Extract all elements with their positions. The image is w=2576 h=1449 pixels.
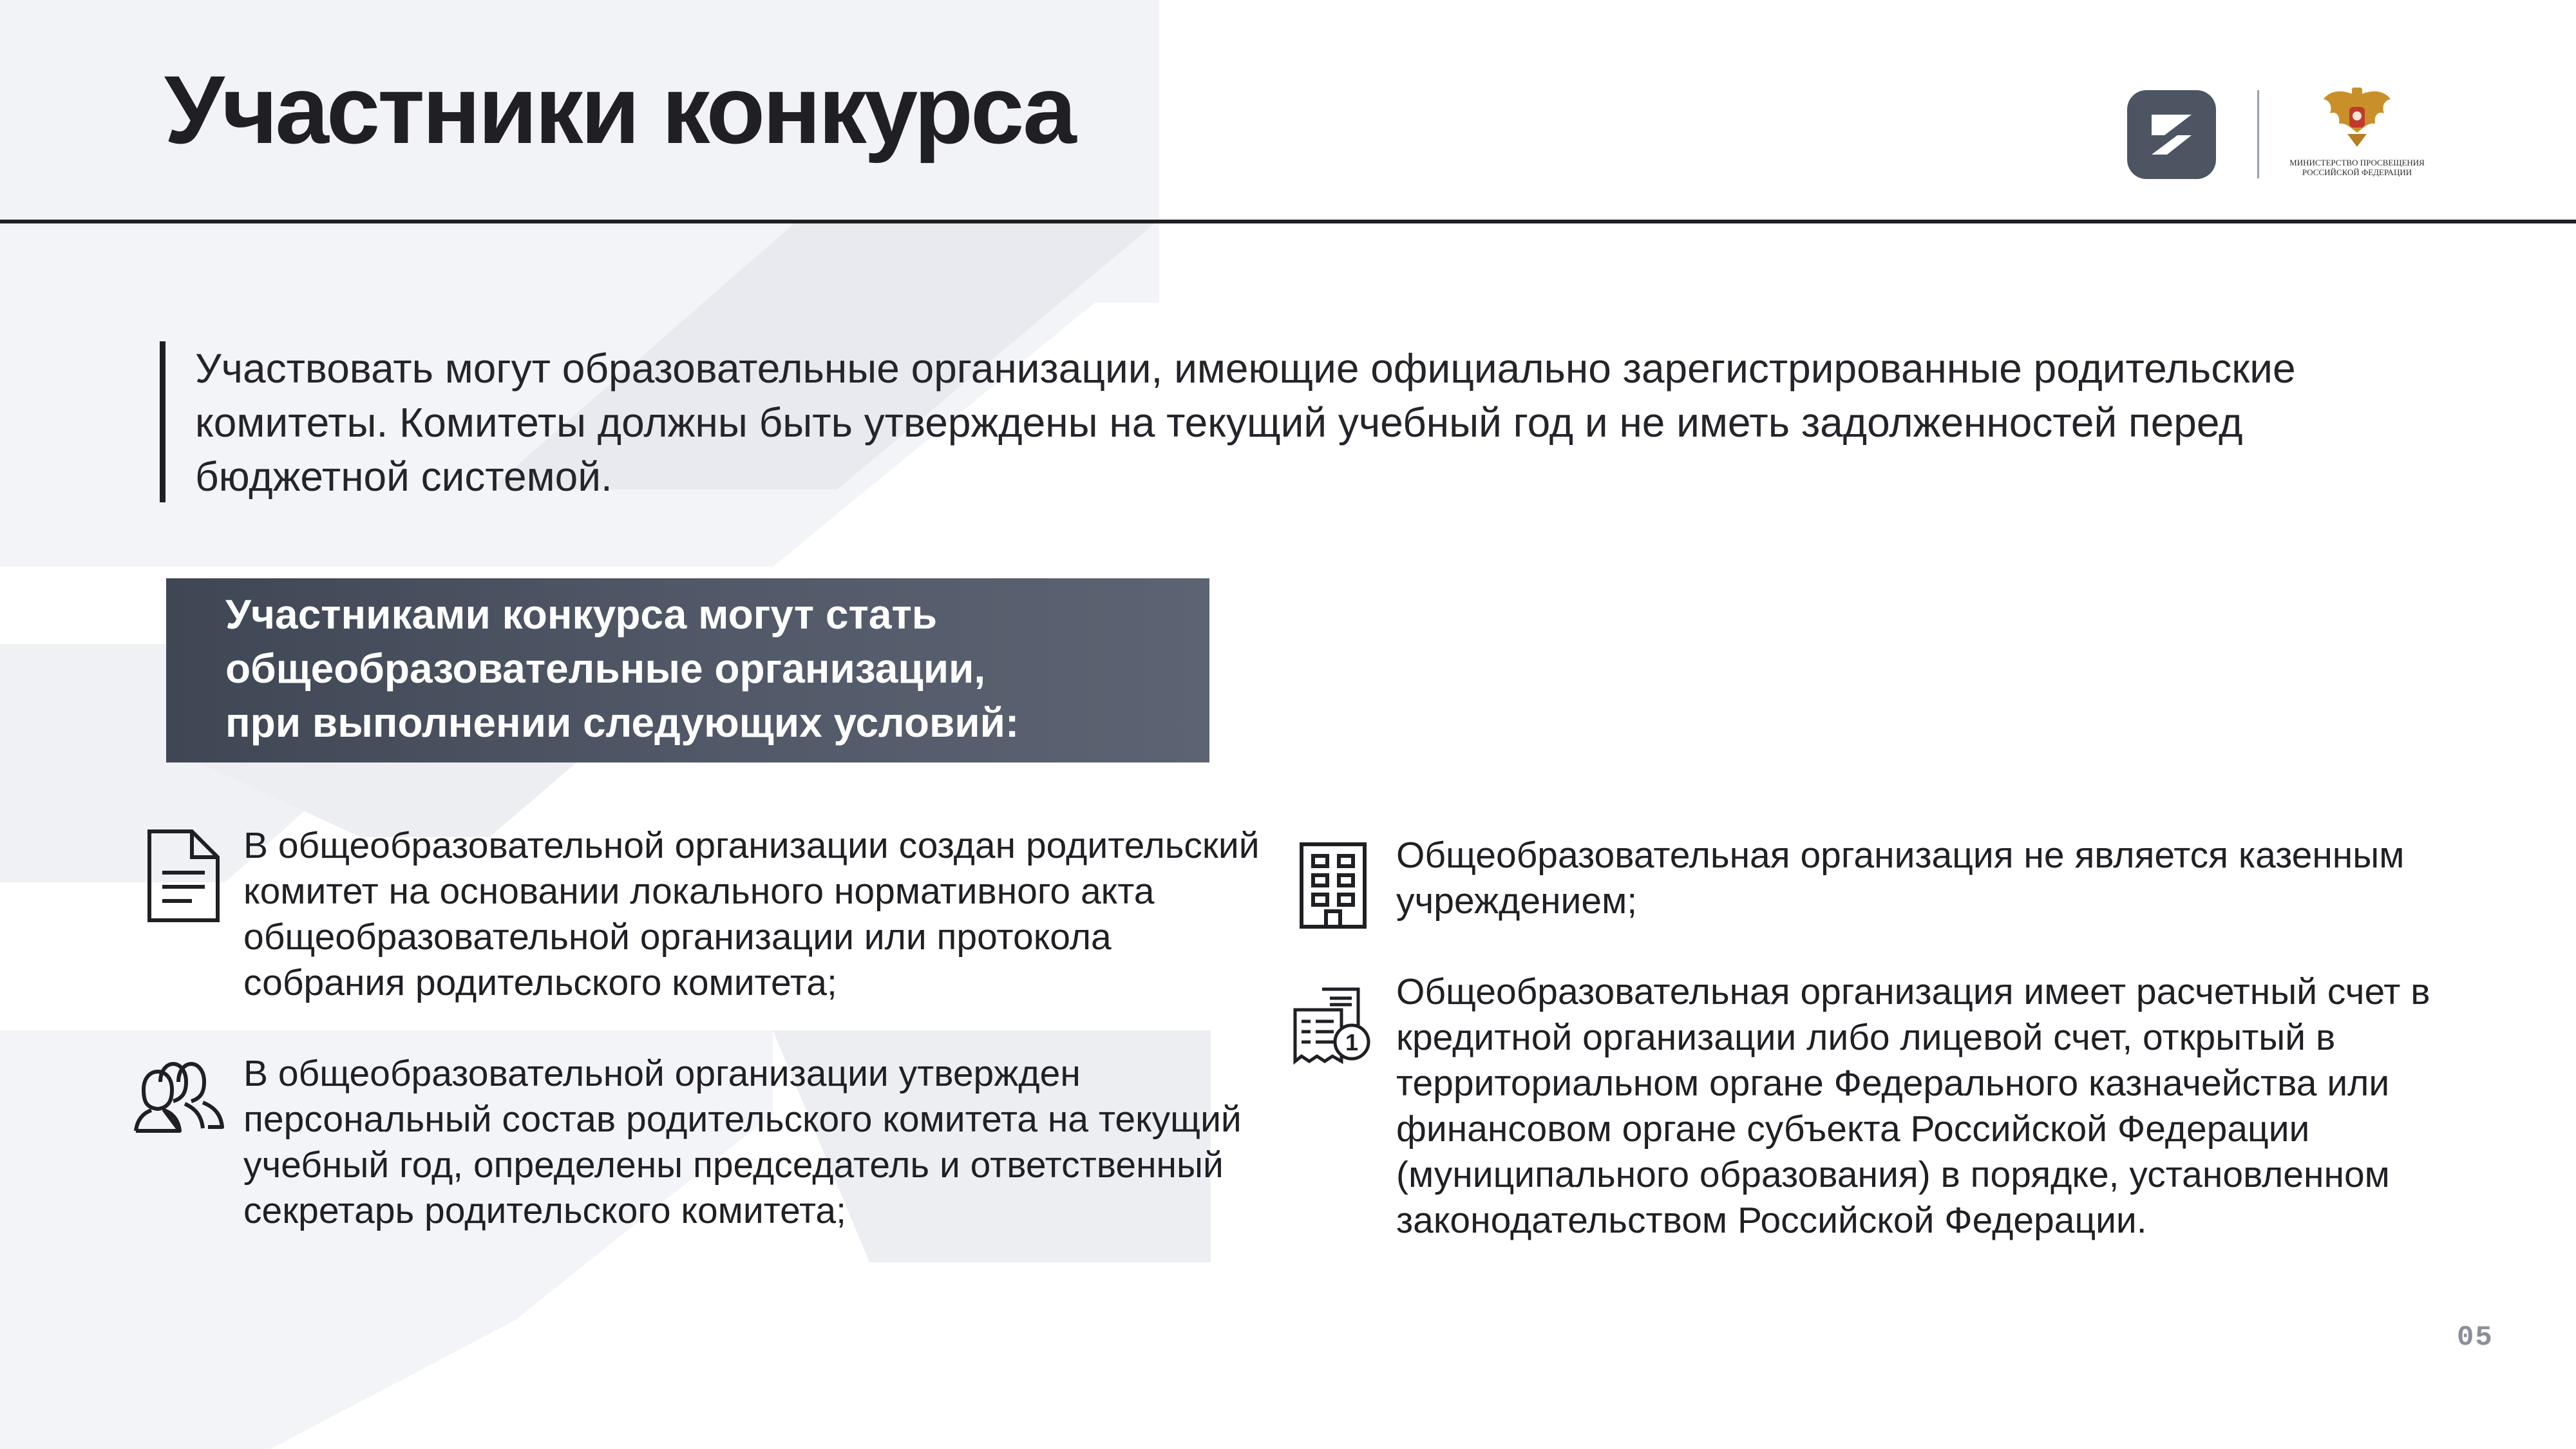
quote-bar: [160, 341, 166, 502]
people-group-icon: [132, 1056, 225, 1133]
building-icon: [1298, 840, 1368, 931]
conditions-heading: Участниками конкурса могут стать общеобразовательные организации, при выполнении следующих условий:: [225, 591, 1019, 746]
condition-left-1: В общеобразовательной организации создан родительский комитет на основании локального нормативного акта общеобразовательной организации или протокола собрания родительского комитета;: [243, 825, 1260, 1003]
svg-text:1: 1: [1345, 1029, 1359, 1056]
condition-left-2: В общеобразовательной организации утвержден персональный состав родительского комитета на текущий учебный год, определены председатель и ответственный секретарь родительского комитета;: [243, 1053, 1242, 1231]
z-logo-icon: [2127, 90, 2216, 179]
document-icon: [142, 828, 225, 924]
ministry-caption: МИНИСТЕРСТВО ПРОСВЕЩЕНИЯ РОССИЙСКОЙ ФЕДЕРАЦИИ: [2289, 158, 2425, 177]
condition-right-2: Общеобразовательная организация имеет расчетный счет в кредитной организации либо лицевой счет, открытый в территориальном органе Федерального казначейства или финансовом органе субъекта Российской Федерации (муниципального образования) в порядке, установленном законодательством Российской Федерации.: [1396, 971, 2430, 1241]
logo-divider: [2257, 90, 2259, 178]
page-title: Участники конкурса: [164, 55, 1074, 164]
condition-right-1: Общеобразовательная организация не является казенным учреждением;: [1396, 835, 2405, 922]
coat-of-arms-icon: [2318, 85, 2396, 149]
bank-account-icon: [1291, 985, 1375, 1069]
page-number: 05: [2457, 1321, 2494, 1354]
header-divider: [0, 220, 2576, 223]
intro-paragraph: Участвовать могут образовательные организации, имеющие официально зарегистрированные родительские комитеты. Комитеты должны быть утверждены на текущий учебный год и не иметь задолженностей перед бюджетной системой.: [195, 345, 2296, 500]
